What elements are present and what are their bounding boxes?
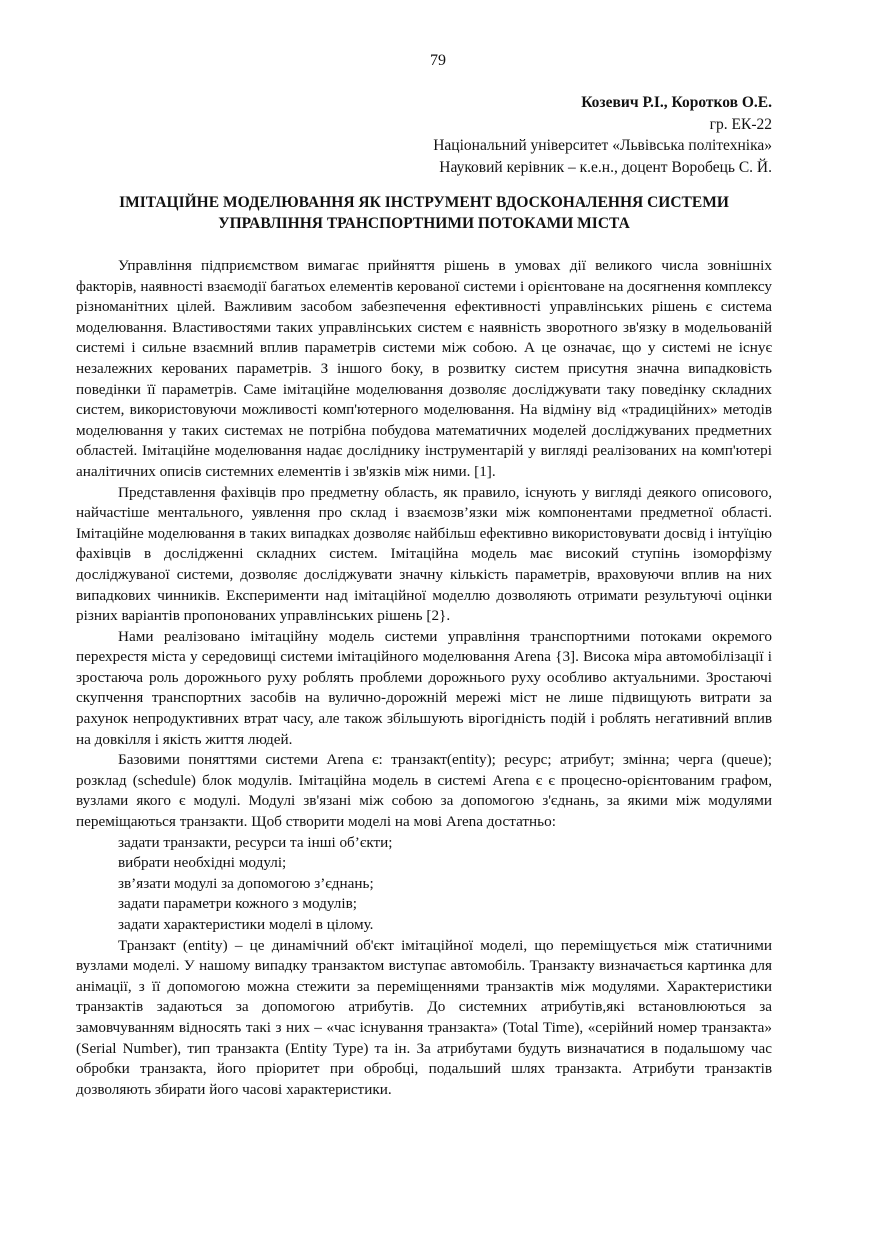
list-item: зв’язати модулі за допомогою з’єднань; [118,874,374,892]
author-supervisor: Науковий керівник – к.е.н., доцент Воробець С. Й. [439,158,772,176]
list-item: задати параметри кожного з модулів; [118,895,357,913]
author-names: Козевич Р.І., Коротков О.Е. [581,94,772,111]
paragraph-5: Транзакт (entity) – це динамічний об'єкт імітаційної моделі, що переміщується між статичними вузлами моделі. У нашому випадку транзактом виступає автомобіль. Транзакту визначається картинка для анімації, з її допомогою можна стежити за переміщеннями транзактів між модулями. Характеристики транзактів задаються за допомогою атрибутів. До системних атрибутів,які встановлюються за замовчуванням відносять такі з них – «час існування транзакта» (Total Time), «серійний номер транзакта» (Serial Number), тип транзакта (Entity Type) та ін. За атрибутами будуть визначатися в подальшому час обробки транзакта, його пріоритет при обробці, подальший шлях транзакта. Атрибути транзактів дозволяють збирати його часові характеристики. [76,936,772,1098]
paragraph-3: Нами реалізовано імітаційну модель системи управління транспортними потоками окремого перехрестя міста у середовищі системи імітаційного моделювання Arena {3]. Висока міра автомобілізації і зростаюча роль дорожнього руху роблять проблеми дорожнього руху особливо актуальними. Зростаючі скупчення транспортних засобів на вулично-дорожній мережі міст не лише підвищують витрати за рахунок непродуктивних втрат часу, але також збільшують вірогідність подій і роблять негативний вплив на довкілля і якість життя людей. [76,627,772,748]
list-item: задати транзакти, ресурси та інші об’єкти; [118,833,393,851]
page-number: 79 [430,52,446,69]
title-line-2: УПРАВЛІННЯ ТРАНСПОРТНИМИ ПОТОКАМИ МІСТА [218,215,630,232]
paragraph-1: Управління підприємством вимагає прийняття рішень в умовах дії великого числа зовнішніх факторів, наявності взаємодії багатьох елементів керованої системи і орієнтоване на досягнення комплексу різноманітних цілей. Важливим засобом забезпечення ефективності управлінських рішень є система моделювання. Властивостями таких управлінських систем є наявність зворотного зв'язку в модельованій системі і сильне взаємний вплив параметрів системи між собою. А це означає, що у системі не існує незалежних керованих параметрів. З іншого боку, в розвитку систем присутня значна випадковість поведінки її параметрів. Саме імітаційне моделювання дозволяє досліджувати таку поведінку складних систем, використовуючи можливості комп'ютерного моделювання. На відміну від «традиційних» методів моделювання у таких системах не потрібна побудова математичних моделей досліджуваних предметних областей. Імітаційне моделювання надає досліднику інструментарій у вигляді реалізованих на комп'ютері аналітичних описів системних елементів і зв'язків між ними. [1]. [76,257,772,480]
author-block [433,92,772,178]
list-item: вибрати необхідні модулі; [118,854,287,872]
author-group: гр. ЕК-22 [709,115,772,133]
steps-list [76,833,772,936]
paragraph-2: Представлення фахівців про предметну область, як правило, існують у вигляді деякого описового, найчастіше ментального, уявлення про склад і взаємозв’язки між компонентами предметної області. Імітаційне моделювання в таких випадках дозволяє найбільш ефективно використовувати досвід і інтуїцію фахівців в дослідженні складних систем. Імітаційна модель має високий ступінь ізоморфізму досліджуваної системи, дозволяє досліджувати значну кількість параметрів, враховуючи вплив на них випадкових чинників. Експерименти над імітаційної моделлю дозволяють отримати результуючі оцінки різних варіантів пропонованих управлінських рішень [2}. [76,483,772,625]
list-item: задати характеристики моделі в цілому. [118,916,374,933]
paragraph-4: Базовими поняттями системи Arena є: транзакт(entity); ресурс; атрибут; змінна; черга (queue); розклад (schedule) блок модулів. Імітаційна модель в системі Arena є є процесно-орієнтованим графом, вузлами якого є модулі. Модулі зв'язані між собою за допомогою з'єднань, за якими між модулями переміщаються транзакти. Щоб створити моделі на мові Arena достатньо: [76,751,772,831]
article-body [76,256,772,1100]
author-university: Національний університет «Львівська політехніка» [433,137,772,154]
title-line-1: ІМІТАЦІЙНЕ МОДЕЛЮВАННЯ ЯК ІНСТРУМЕНТ ВДОСКОНАЛЕННЯ СИСТЕМИ [119,194,729,211]
article-title [76,192,772,234]
